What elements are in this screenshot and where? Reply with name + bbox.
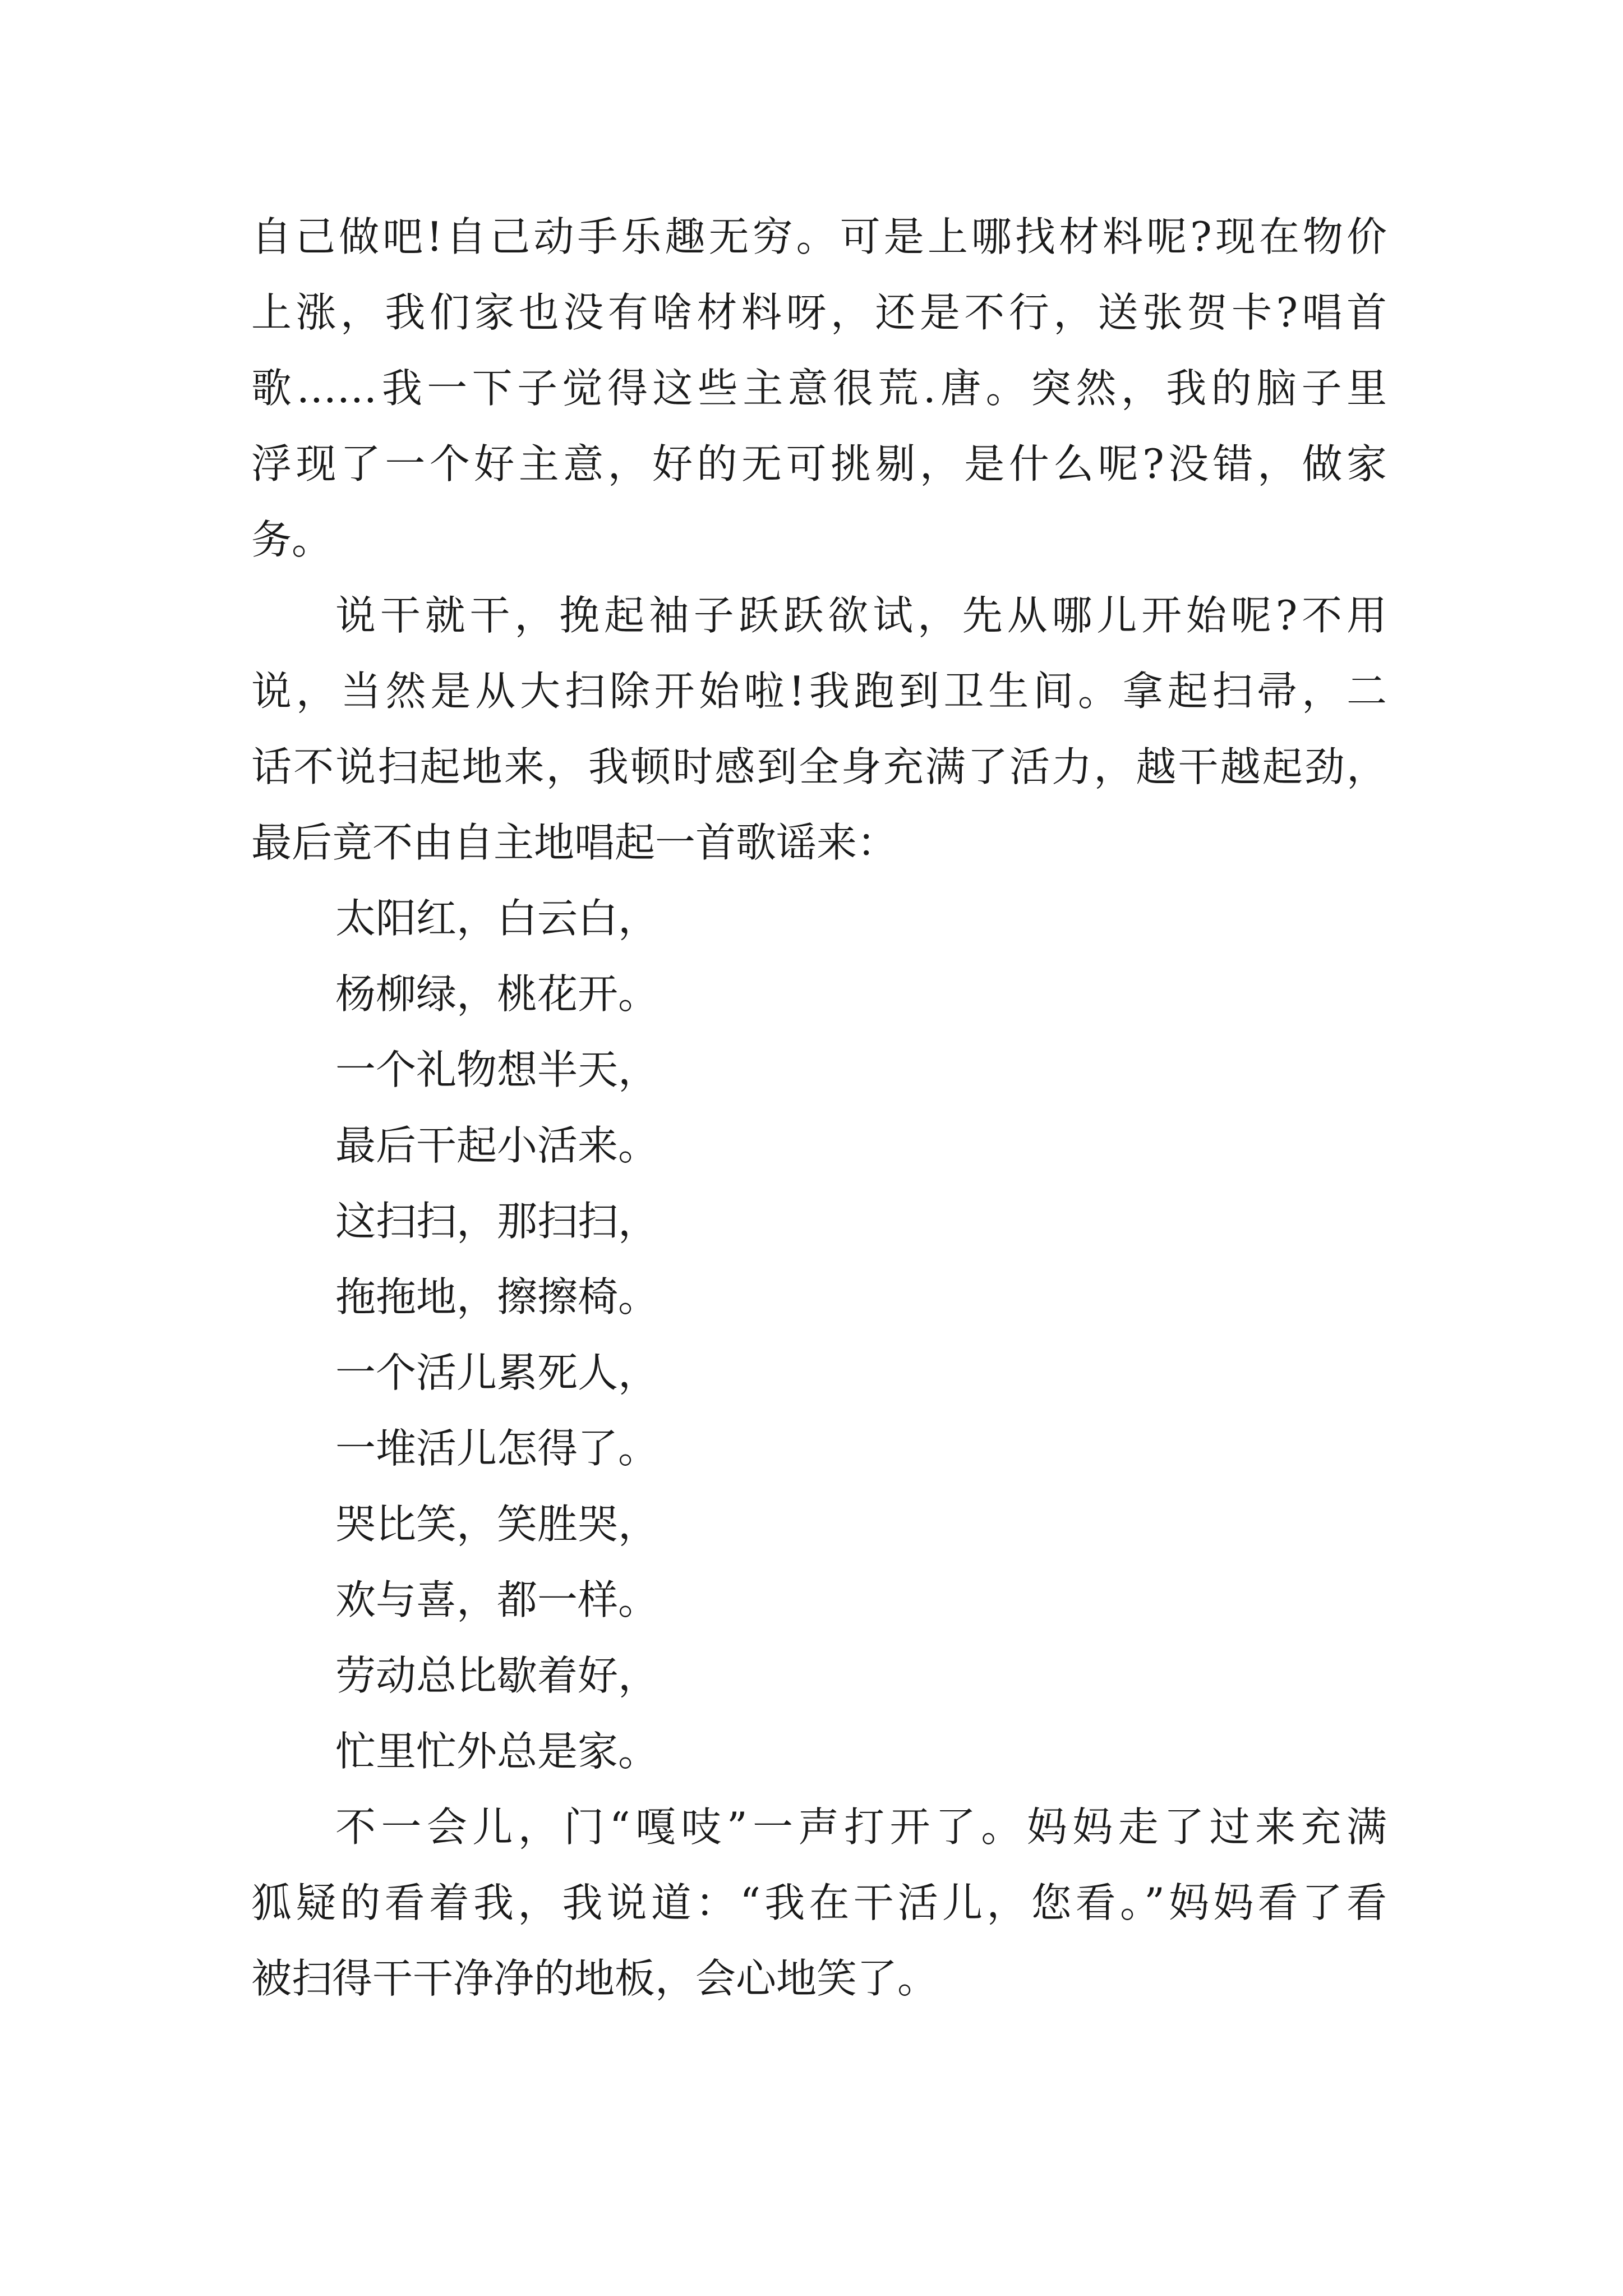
poem-line: 杨柳绿，桃花开。 <box>335 970 659 1018</box>
text-line: 说，当然是从大扫除开始啦!我跑到卫生间。拿起扫帚，二 <box>251 668 1387 715</box>
text-line: 不一会儿，门“嘎吱”一声打开了。妈妈走了过来充满 <box>335 1803 1387 1851</box>
text-line: 浮现了一个好主意，好的无可挑剔，是什么呢?没错，做家 <box>251 440 1387 487</box>
text-line: 务。 <box>251 516 333 563</box>
poem-line: 一堆活儿怎得了。 <box>335 1425 659 1472</box>
text-line: 上涨，我们家也没有啥材料呀，还是不行，送张贺卡?唱首 <box>251 289 1387 336</box>
poem-line: 太阳红，白云白， <box>335 895 659 942</box>
poem-line: 一个礼物想半天， <box>335 1046 659 1093</box>
paragraph-1 <box>251 199 1387 578</box>
poem-line: 最后干起小活来。 <box>335 1122 659 1169</box>
text-line: 话不说扫起地来，我顿时感到全身充满了活力，越干越起劲， <box>251 743 1387 790</box>
text-line: 狐疑的看着我，我说道：“我在干活儿，您看。”妈妈看了看 <box>251 1879 1387 1926</box>
text-line: 被扫得干干净净的地板，会心地笑了。 <box>251 1955 938 2002</box>
poem-line: 哭比笑，笑胜哭， <box>335 1501 659 1548</box>
poem-line: 忙里忙外总是家。 <box>335 1728 659 1775</box>
text-line: 最后竟不由自主地唱起一首歌谣来： <box>251 819 898 866</box>
poem-line: 这扫扫，那扫扫， <box>335 1198 659 1245</box>
poem <box>251 881 1387 1789</box>
text-line: 歌……我一下子觉得这些主意很荒.唐。突然，我的脑子里 <box>251 365 1387 412</box>
poem-line: 欢与喜，都一样。 <box>335 1576 659 1623</box>
paragraph-2 <box>251 578 1387 881</box>
document-page <box>251 199 1387 2017</box>
text-line: 说干就干，挽起袖子跃跃欲试，先从哪儿开始呢?不用 <box>335 592 1387 639</box>
text-line: 自己做吧!自己动手乐趣无穷。可是上哪找材料呢?现在物价 <box>251 213 1387 260</box>
poem-line: 劳动总比歇着好， <box>335 1652 659 1699</box>
poem-line: 一个活儿累死人， <box>335 1349 659 1396</box>
paragraph-3 <box>251 1789 1387 2017</box>
poem-line: 拖拖地，擦擦椅。 <box>335 1273 659 1320</box>
